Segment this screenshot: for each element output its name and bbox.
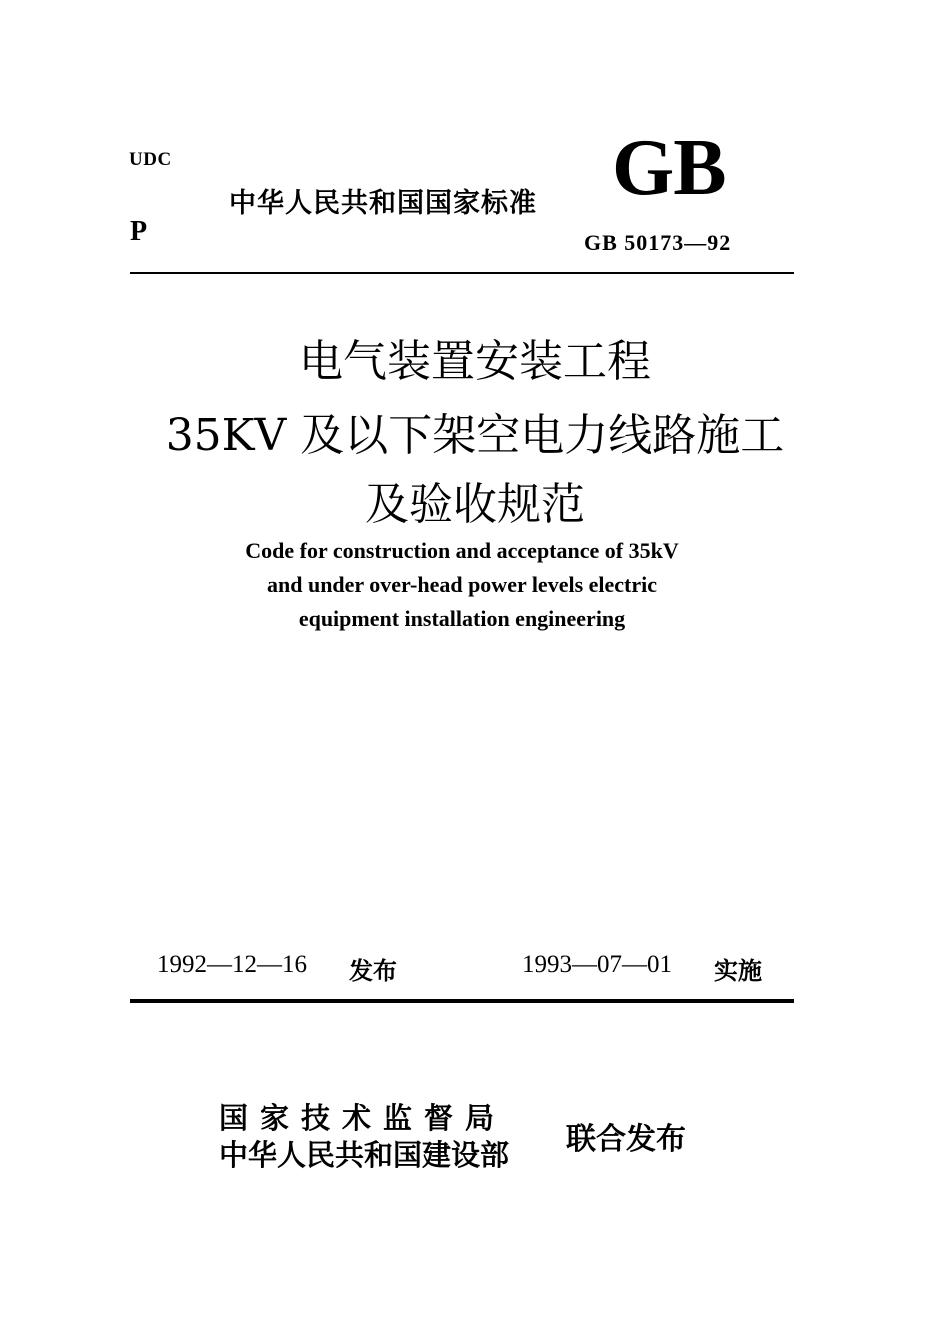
standard-number: GB 50173—92: [584, 230, 732, 255]
title-en-line2: and under over-head power levels electric: [266, 572, 658, 597]
effective-label: 实施: [714, 957, 762, 985]
gb-logo: GB: [612, 124, 726, 212]
title-en-line1: Code for construction and acceptance of 35kV: [245, 538, 679, 563]
issue-date: 1992—12—16: [157, 951, 307, 978]
top-divider: [130, 272, 794, 274]
classification-code: P: [130, 216, 148, 247]
issuer-ministry-of-construction: 中华人民共和国建设部: [219, 1138, 510, 1172]
title-cn-line2: 35KV 及以下架空电力线路施工: [165, 410, 785, 461]
joint-publication-label: 联合发布: [566, 1122, 686, 1157]
issue-label: 发布: [349, 957, 397, 985]
national-standard-title: 中华人民共和国国家标准: [229, 188, 537, 219]
title-en-line3: equipment installation engineering: [298, 606, 626, 631]
title-cn-line3: 及验收规范: [365, 479, 585, 530]
title-cn-line1: 电气装置安装工程: [299, 336, 651, 387]
effective-date: 1993—07—01: [522, 951, 672, 978]
issuer-technical-supervision-bureau: 国家技术监督局: [219, 1101, 507, 1135]
bottom-divider: [130, 999, 794, 1003]
udc-label: UDC: [129, 149, 172, 170]
